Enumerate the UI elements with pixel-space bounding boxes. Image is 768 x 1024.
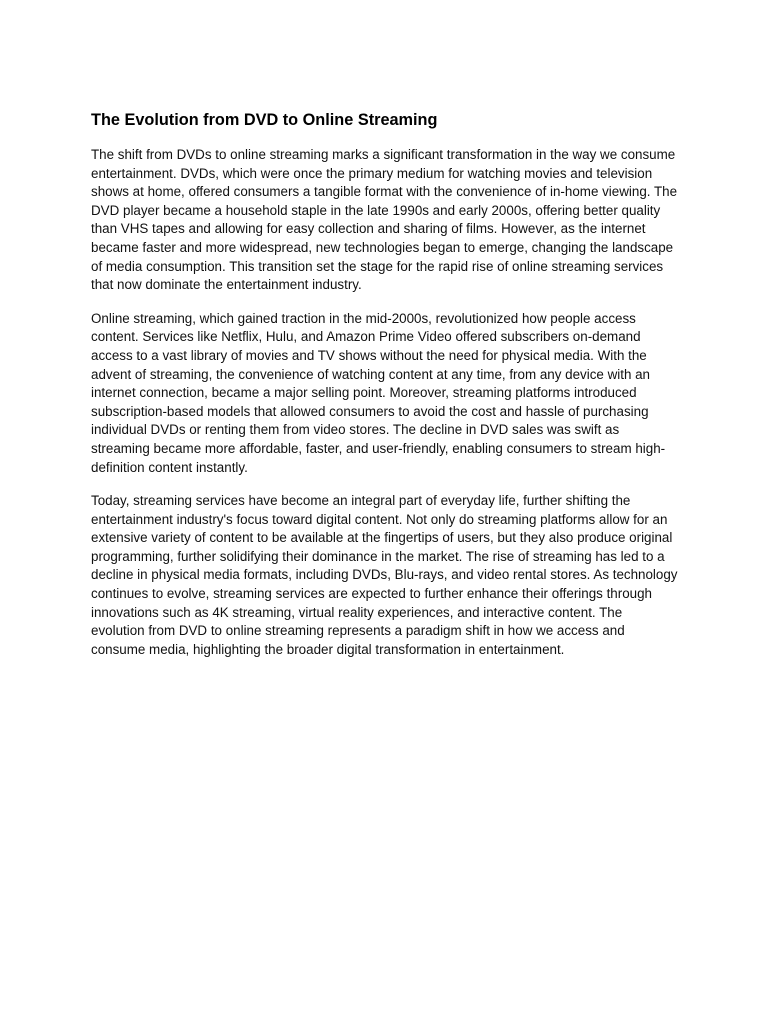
paragraph-1: The shift from DVDs to online streaming marks a significant transformation in the way we consume entertainment. DVDs, which were once the primary medium for watching movies and television shows at home, offered consumers a tangible format with the convenience of in-home viewing. The DVD player became a household staple in the late 1990s and early 2000s, offering better quality than VHS tapes and allowing for easy collection and sharing of films. However, as the internet became faster and more widespread, new technologies began to emerge, changing the landscape of media consumption. This transition set the stage for the rapid rise of online streaming services that now dominate the entertainment industry.	[91, 147, 678, 293]
document-title: The Evolution from DVD to Online Streaming	[91, 111, 438, 129]
document-body	[91, 109, 679, 674]
paragraph-2: Online streaming, which gained traction in the mid-2000s, revolutionized how people access content. Services like Netflix, Hulu, and Amazon Prime Video offered subscribers on-demand access to a vast library of movies and TV shows without the need for physical media. With the advent of streaming, the convenience of watching content at any time, from any device with an internet connection, became a major selling point. Moreover, streaming platforms introduced subscription-based models that allowed consumers to avoid the cost and hassle of purchasing individual DVDs or renting them from video stores. The decline in DVD sales was swift as streaming became more affordable, faster, and user-friendly, enabling consumers to stream high-definition content instantly.	[91, 310, 666, 475]
paragraph-3: Today, streaming services have become an integral part of everyday life, further shifting the entertainment industry's focus toward digital content. Not only do streaming platforms allow for an extensive variety of content to be available at the fingertips of users, but they also produce original programming, further solidifying their dominance in the market. The rise of streaming has led to a decline in physical media formats, including DVDs, Blu-rays, and video rental stores. As technology continues to evolve, streaming services are expected to further enhance their offerings through innovations such as 4K streaming, virtual reality experiences, and interactive content. The evolution from DVD to online streaming represents a paradigm shift in how we access and consume media, highlighting the broader digital transformation in entertainment.	[91, 493, 678, 657]
